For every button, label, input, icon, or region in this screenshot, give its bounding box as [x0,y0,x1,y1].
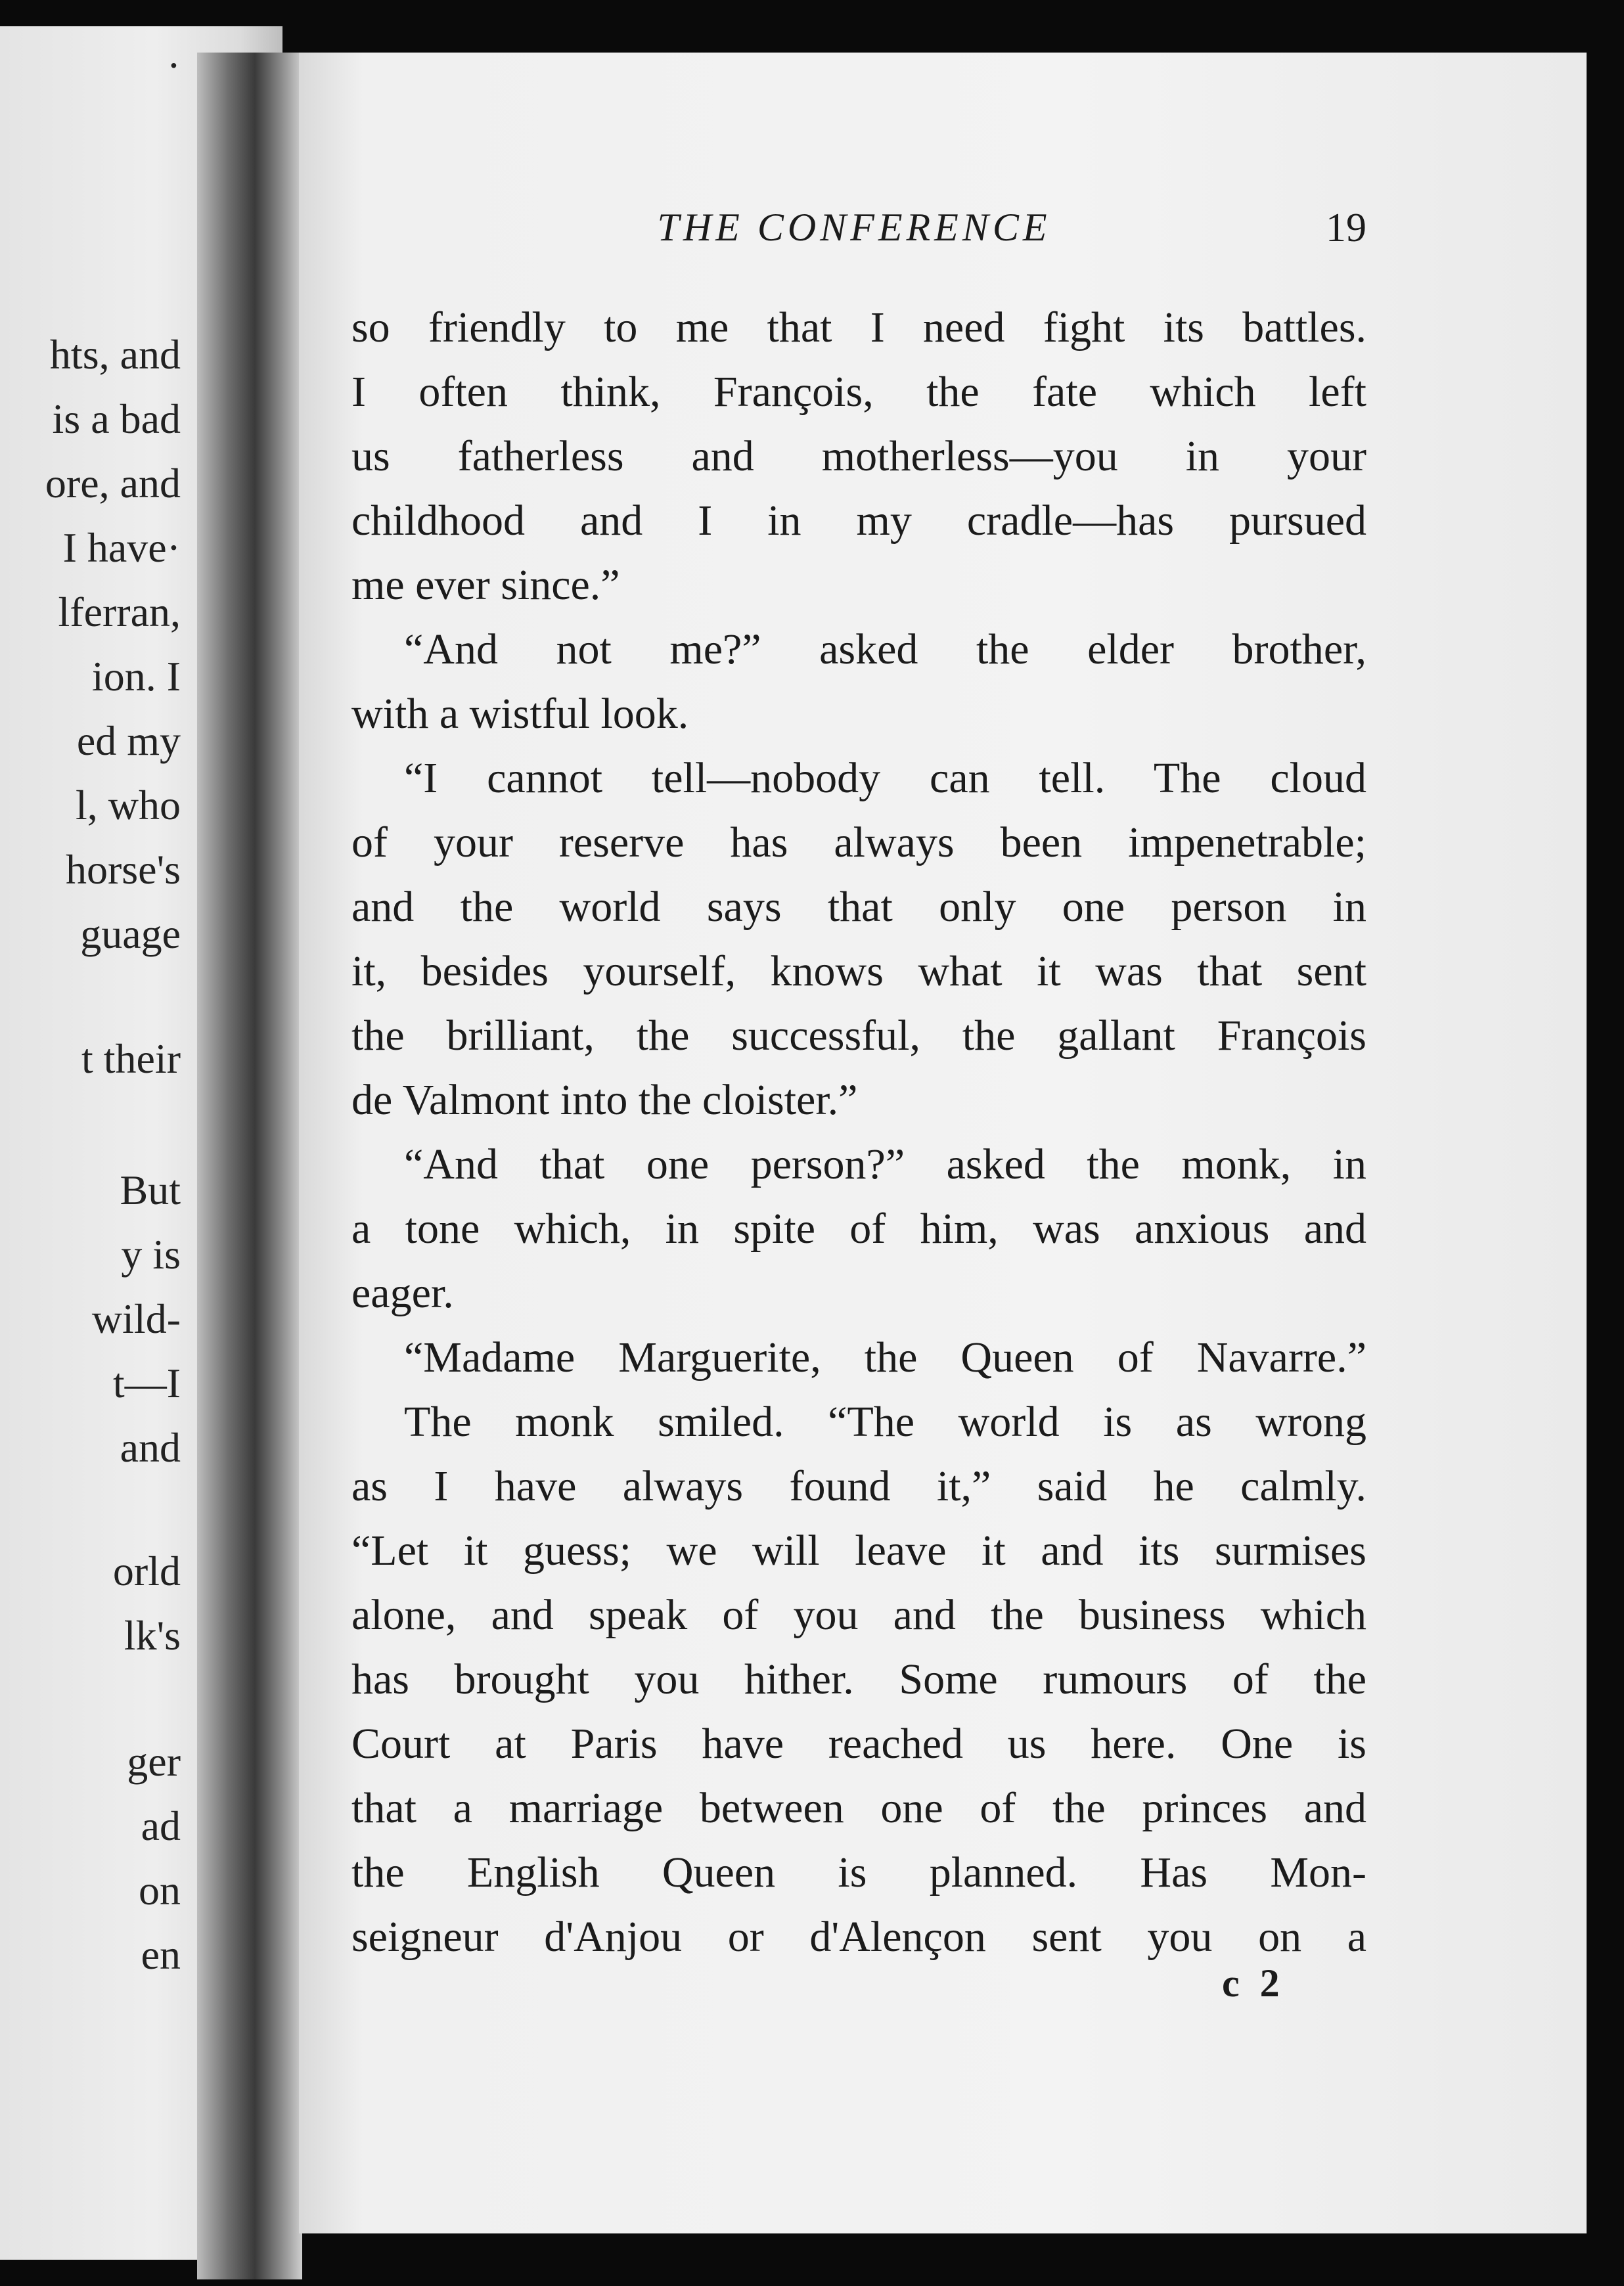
left-page-fragment: orld [112,1548,181,1594]
left-page-fragment: ed my [76,717,181,764]
page-body [351,296,1366,1969]
book-gutter [197,53,302,2279]
signature-mark: c 2 [1222,1961,1285,2005]
text-line: of your reserve has always been impenetrable; [351,818,1366,866]
left-page-fragment: I have· [62,524,181,571]
text-line: childhood and I in my cradle—has pursued [351,497,1366,545]
text-line: de Valmont into the cloister.” [351,1076,858,1124]
text-line: as I have always found it,” said he calmly. [351,1462,1366,1510]
text-line: the English Queen is planned. Has Mon- [351,1849,1366,1896]
left-page-fragment: wild- [91,1295,181,1342]
left-page-fragment: lferran, [58,589,181,635]
left-page-fragment: on [139,1867,181,1914]
left-page-fragment: But [120,1167,181,1213]
text-line: alone, and speak of you and the business which [351,1591,1366,1639]
left-page-fragment: t their [81,1035,181,1082]
text-line: “Madame Marguerite, the Queen of Navarre.” [404,1334,1366,1381]
left-page-fragment: horse's [65,846,181,893]
left-page-fragment: guage [80,910,181,957]
running-head: THE CONFERENCE [657,206,1051,249]
text-line: the brilliant, the successful, the gallant François [351,1012,1366,1060]
left-page-fragment: is a bad [52,395,181,442]
text-line: “I cannot tell—nobody can tell. The cloud [404,754,1366,802]
page-number: 19 [1326,206,1366,250]
text-line: Court at Paris have reached us here. One is [351,1720,1366,1768]
left-page-fragment: y is [121,1231,181,1278]
text-line: us fatherless and motherless—you in your [351,432,1366,480]
left-page-fragment: ger [127,1738,181,1785]
text-line: and the world says that only one person in [351,883,1366,931]
text-line: with a wistful look. [351,690,689,738]
left-page-fragment: hts, and [49,331,181,378]
text-line: eager. [351,1269,454,1317]
left-page-fragment: ore, and [45,460,181,506]
text-line: seigneur d'Anjou or d'Alençon sent you on a [351,1913,1366,1961]
text-line: a tone which, in spite of him, was anxious and [351,1205,1366,1253]
left-page-fragment: lk's [124,1612,181,1659]
text-line: “And not me?” asked the elder brother, [404,625,1366,673]
left-page-fragment: en [141,1931,181,1978]
text-line: The monk smiled. “The world is as wrong [404,1398,1366,1446]
left-page-fragment: ad [141,1803,181,1849]
text-line: “And that one person?” asked the monk, in [404,1140,1366,1188]
text-line: so friendly to me that I need fight its battles. [351,303,1366,351]
text-line: that a marriage between one of the princes and [351,1784,1366,1832]
text-line: has brought you hither. Some rumours of the [351,1655,1366,1703]
left-page-fragment: l, who [76,782,181,828]
text-line: me ever since.” [351,561,620,609]
left-page-fragment: · [166,42,181,89]
text-line: it, besides yourself, knows what it was that sent [351,947,1366,995]
text-line: “Let it guess; we will leave it and its surmises [351,1527,1366,1575]
left-page-fragment: and [120,1424,181,1471]
text-line: I often think, François, the fate which left [351,368,1366,416]
left-page-fragment: t—I [112,1360,181,1406]
left-page-fragment: ion. I [91,653,181,700]
